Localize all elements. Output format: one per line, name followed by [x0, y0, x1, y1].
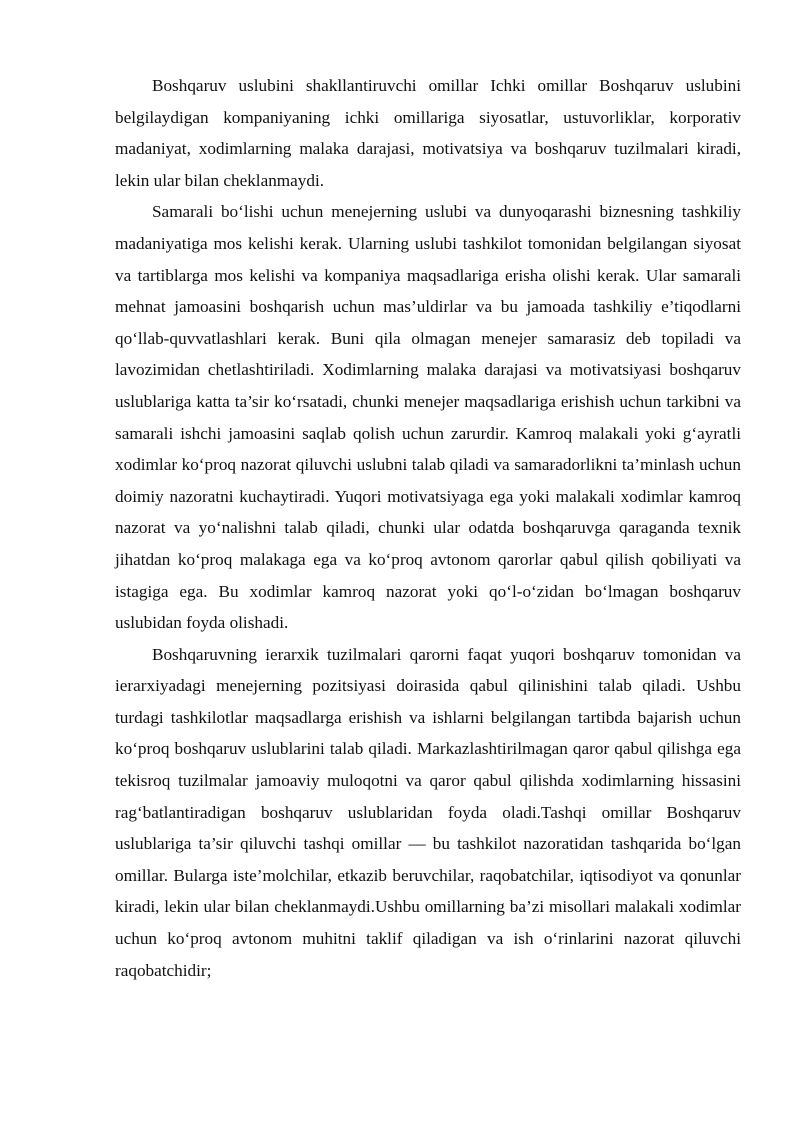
paragraph-hierarchical-structures: Boshqaruvning ierarxik tuzilmalari qarorni faqat yuqori boshqaruv tomonidan va ierarxiyadagi menejerning pozitsiyasi doirasida qabul qilinishini talab qiladi. Ushbu turdagi tashkilotlar maqsadlarga erishish va ishlarni belgilangan tartibda bajarish uchun ko‘proq boshqaruv uslublarini talab qiladi. Markazlashtirilmagan qaror qabul qilishga ega tekisroq tuzilmalar jamoaviy muloqotni va qaror qabul qilishda xodimlarning hissasini rag‘batlantiradigan boshqaruv uslublaridan foyda oladi.Tashqi omillar Boshqaruv uslublariga ta’sir qiluvchi tashqi omillar — bu tashkilot nazoratidan tashqarida bo‘lgan omillar. Bularga iste’molchilar, etkazib beruvchilar, raqobatchilar, iqtisodiyot va qonunlar kiradi, lekin ular bilan cheklanmaydi.Ushbu omillarning ba’zi misollari malakali xodimlar uchun ko‘proq avtonom muhitni taklif qiladigan va ish o‘rinlarini nazorat qiluvchi raqobatchidir;	[115, 644, 741, 980]
paragraph-internal-factors: Boshqaruv uslubini shakllantiruvchi omillar Ichki omillar Boshqaruv uslubini belgilaydigan kompaniyaning ichki omillariga siyosatlar, ustuvorliklar, korporativ madaniyat, xodimlarning malaka darajasi, motivatsiya va boshqaruv tuzilmalari kiradi, lekin ular bilan cheklanmaydi.	[115, 76, 741, 190]
paragraph-manager-style: Samarali bo‘lishi uchun menejerning uslubi va dunyoqarashi biznesning tashkiliy madaniyatiga mos kelishi kerak. Ularning uslubi tashkilot tomonidan belgilangan siyosat va tartiblarga mos kelishi va kompaniya maqsadlariga erisha olishi kerak. Ular samarali mehnat jamoasini boshqarish uchun mas’uldirlar va bu jamoada tashkiliy e’tiqodlarni qo‘llab-quvvatlashlari kerak. Buni qila olmagan menejer samarasiz deb topiladi va lavozimidan chetlashtiriladi. Xodimlarning malaka darajasi va motivatsiyasi boshqaruv uslublariga katta ta’sir ko‘rsatadi, chunki menejer maqsadlariga erishish uchun tarkibni va samarali ishchi jamoasini saqlab qolish uchun zarurdir. Kamroq malakali yoki g‘ayratli xodimlar ko‘proq nazorat qiluvchi uslubni talab qiladi va samaradorlikni ta’minlash uchun doimiy nazoratni kuchaytiradi. Yuqori motivatsiyaga ega yoki malakali xodimlar kamroq nazorat va yo‘nalishni talab qiladi, chunki ular odatda boshqaruvga qaraganda texnik jihatdan ko‘proq malakaga ega va ko‘proq avtonom qarorlar qabul qilish qobiliyati va istagiga ega. Bu xodimlar kamroq nazorat yoki qo‘l-o‘zidan bo‘lmagan boshqaruv uslubidan foyda olishadi.	[115, 202, 741, 633]
document-page	[115, 70, 741, 986]
